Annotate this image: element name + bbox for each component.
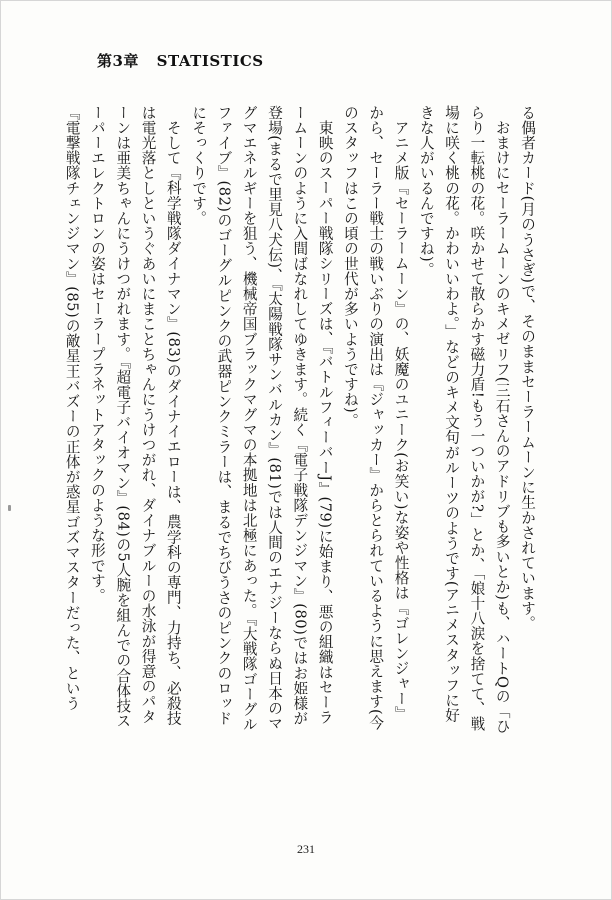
vertical-body-text: [63, 105, 540, 735]
paragraph: 東映のスーパー戦隊シリーズは、『バトルフィーバーJ』(79)に始まり、悪の組織はセーラームーンのように入間ばなれしてゆきます。続く『電子戦隊デンジマン』(80)ではお姫様が登場(まるで里見八犬伝)、『太陽戦隊サンバルカン』(81)では人間のエナジーならぬ日本のマグマエネルギーを狙う、機械帝国ブラックマグマの本拠地は北極にあった。『大戦隊ゴーグルファイブ』(82)のゴーグルピンクの武器ピンクミラーは、まるでちびうさのピンクのロッドにそっくりです。: [190, 105, 334, 732]
chapter-label: 第3章: [97, 52, 139, 70]
page-number: 231: [297, 842, 315, 856]
paragraph: そして『科学戦隊ダイナマン』(83)のダイナイエローは、農学科の専門、力持ち、必殺技は電光落としというぐあいにまことちゃんにうけつがれ、ダイナブルーの水泳が得意のパターンは亜美ちゃんにうけつがれます。『超電子バイオマン』(84)の5人腕を組んでの合体技スーパーエレクトロンの姿はセーラープラネットアタックのような形です。: [88, 105, 182, 729]
paragraph: 『電撃戦隊チェンジマン』(85)の敵星王バズーの正体が惑星ゴズマスターだった、という: [63, 105, 81, 711]
scan-speck: [8, 505, 11, 511]
paragraph: おまけにセーラームーンのキメゼリフ(三石さんのアドリブも多いとか)も、ハートQの「ひらり一転桃の花。咲かせて散らかす磁力盾!もう一ついかが?」とか、「娘十八涙を捨てて、戦場に咲く桃の花。かわいいわよ。」などのキメ文句がルーツのようです(アニメスタッフに好きな人がいるんですね)。: [417, 105, 511, 734]
chapter-title: STATISTICS: [156, 52, 264, 70]
chapter-header: [97, 50, 264, 71]
paragraph: る偶者カード(月のうさぎ)で、そのままセーラームーンに生かされています。: [519, 105, 536, 631]
paragraph: アニメ版『セーラームーン』の、妖魔のユニーク(お笑い)な姿や性格は『ゴレンジャー』から、セーラー戦士の戦いぶりの演出は『ジャッカー』からとられているように思えます(今のスタッフはこの頃の世代が多いようですね)。: [341, 105, 410, 731]
